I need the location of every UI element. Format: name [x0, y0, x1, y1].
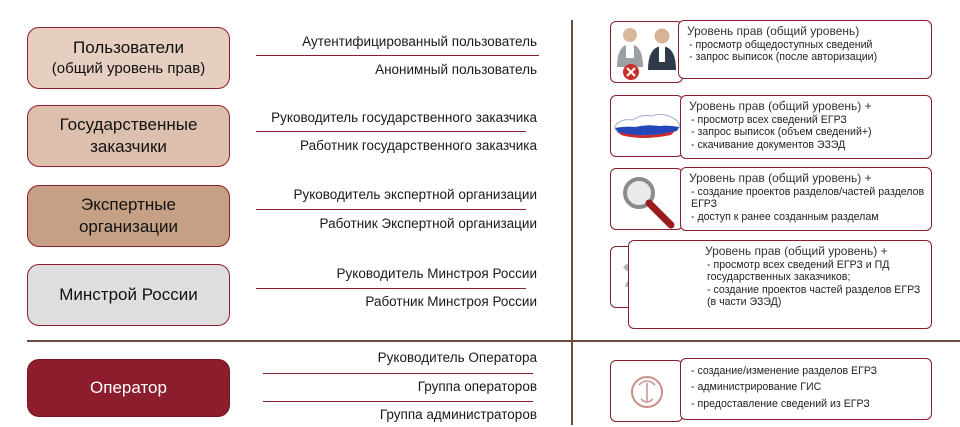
users-icon: [610, 21, 683, 83]
permission-box-operator: [680, 358, 932, 420]
role-separator: [263, 373, 533, 374]
role-label: Руководитель Минстроя России: [336, 266, 537, 281]
permission-item: - просмотр всех сведений ЕГРЗ и ПД государственных заказчиков;: [707, 259, 890, 284]
group-minstroy[interactable]: [27, 264, 230, 326]
permission-box-users: [678, 20, 932, 79]
permission-item: - скачивание документов ЭЗЭД: [691, 138, 846, 151]
emblem-icon: [610, 360, 683, 422]
role-label: Группа администраторов: [379, 407, 537, 422]
group-name: Минстрой России: [59, 285, 198, 304]
group-name: Государственные: [59, 115, 198, 134]
permission-item: - предоставление сведений из ЕГРЗ: [691, 397, 870, 410]
role-label: Работник государственного заказчика: [300, 138, 537, 153]
horizontal-divider: [27, 340, 960, 342]
role-label: Руководитель государственного заказчика: [271, 110, 537, 125]
permission-item: - доступ к ранее созданным разделам: [691, 210, 879, 223]
permission-item: - создание проектов разделов/частей разделов ЕГРЗ: [691, 186, 925, 211]
role-separator: [256, 288, 526, 289]
magnifier-icon: [610, 168, 683, 230]
permission-item: - запрос выписок (объем сведений+): [691, 126, 872, 139]
permission-item: - просмотр всех сведений ЕГРЗ: [691, 114, 847, 126]
role-separator: [256, 55, 539, 56]
permission-box-state-customers: [680, 95, 932, 159]
role-label: Работник Минстроя России: [365, 294, 537, 309]
group-users[interactable]: [27, 27, 230, 89]
vertical-divider: [571, 20, 573, 425]
group-expert-orgs[interactable]: [27, 185, 230, 247]
role-label: Руководитель экспертной организации: [293, 187, 537, 202]
group-operator[interactable]: [27, 359, 230, 417]
group-state-customers[interactable]: [27, 105, 230, 167]
permission-box-minstroy: [628, 240, 932, 329]
permission-title: Уровень прав (общий уровень) +: [705, 244, 888, 258]
role-label: Работник Экспертной организации: [319, 216, 537, 231]
role-separator: [256, 209, 526, 210]
permission-item: - просмотр общедоступных сведений: [689, 39, 873, 51]
group-subtitle: организации: [78, 217, 179, 236]
permission-title: Уровень прав (общий уровень) +: [689, 171, 872, 185]
role-label: Руководитель Оператора: [377, 350, 537, 365]
permission-item: - запрос выписок (после авторизации): [689, 51, 878, 64]
permission-title: Уровень прав (общий уровень): [687, 24, 860, 38]
role-separator: [263, 401, 533, 402]
group-name: Оператор: [90, 378, 167, 397]
role-separator: [256, 131, 526, 132]
role-label: Группа операторов: [417, 379, 537, 394]
group-subtitle: (общий уровень прав): [51, 60, 206, 77]
group-name: Экспертные: [81, 195, 176, 214]
group-name: Пользователи: [73, 38, 184, 57]
permission-item: - создание проектов частей разделов ЕГРЗ (в части ЭЗЭД): [707, 283, 921, 309]
permission-title: Уровень прав (общий уровень) +: [689, 99, 872, 113]
role-label: Анонимный пользователь: [375, 62, 537, 77]
permission-item: - администрирование ГИС: [691, 381, 822, 394]
group-subtitle: заказчики: [90, 137, 167, 156]
role-label: Аутентифицированный пользователь: [302, 34, 537, 49]
russia-map-icon: [610, 95, 683, 157]
permission-box-expert-orgs: [680, 167, 932, 231]
permission-item: - создание/изменение разделов ЕГРЗ: [691, 365, 878, 377]
